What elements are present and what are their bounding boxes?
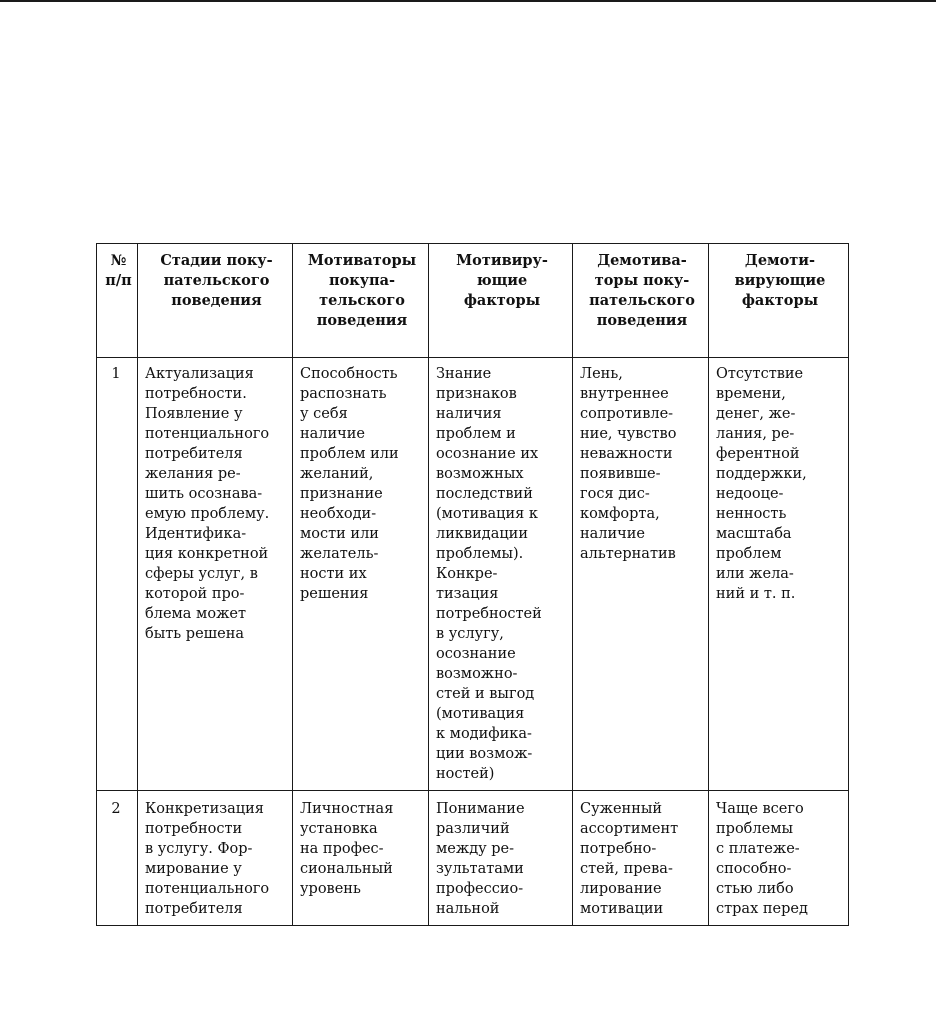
cell-motivators: Способность распознать у себя наличие проблем или желаний, признание необходи- мости или желатель- ности их решения — [293, 358, 429, 791]
cell-motivating-factors: Понимание различий между ре- зультатами профессио- нальной — [429, 791, 573, 926]
header-stages: Стадии поку- пательского поведения — [138, 244, 293, 358]
cell-motivating-factors: Знание признаков наличия проблем и осознание их возможных последствий (мотивация к ликвидации проблемы). Конкре- тизация потребностей в услугу, осознание возможно- стей и выгод (мотивация к модифика- ции возмож- ностей) — [429, 358, 573, 791]
page-top-rule — [0, 0, 936, 2]
cell-stage: Актуализация потребности. Появление у потенциального потребителя желания ре- шить осознава- емую проблему. Идентифика- ция конкретной сферы услуг, в которой про- блема может быть решена — [138, 358, 293, 791]
header-motivating-factors: Мотивиру- ющие факторы — [429, 244, 573, 358]
header-motivators: Мотиваторы покупа- тельского поведения — [293, 244, 429, 358]
cell-demotivating-factors: Чаще всего проблемы с платеже- способно- стью либо страх перед — [709, 791, 849, 926]
row-number: 2 — [97, 791, 138, 926]
cell-stage: Конкретизация потребности в услугу. Фор- мирование у потенциального потребителя — [138, 791, 293, 926]
header-demotivating-factors: Демоти- вирующие факторы — [709, 244, 849, 358]
table-row — [97, 358, 849, 791]
table-header-row — [97, 244, 849, 358]
cell-motivators: Личностная установка на профес- сиональный уровень — [293, 791, 429, 926]
cell-demotivators: Лень, внутреннее сопротивле- ние, чувство неважности появивше- гося дис- комфорта, наличие альтернатив — [573, 358, 709, 791]
row-number: 1 — [97, 358, 138, 791]
header-number: № п/п — [97, 244, 138, 358]
cell-demotivators: Суженный ассортимент потребно- стей, прева- лирование мотивации — [573, 791, 709, 926]
header-demotivators: Демотива- торы поку- пательского поведения — [573, 244, 709, 358]
cell-demotivating-factors: Отсутствие времени, денег, же- лания, ре- ферентной поддержки, недооце- ненность масштаба проблем или жела- ний и т. п. — [709, 358, 849, 791]
buying-behavior-stages-table — [96, 243, 849, 926]
table-row — [97, 791, 849, 926]
